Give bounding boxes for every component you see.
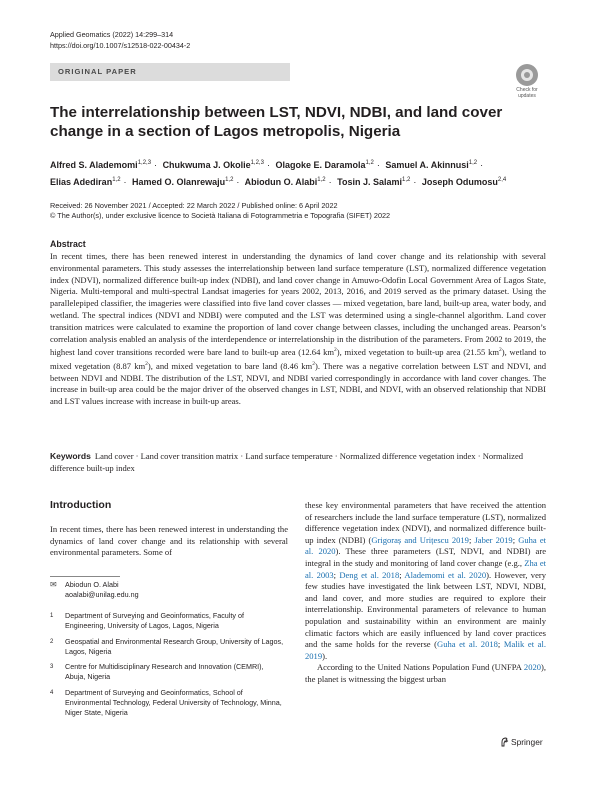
author-affiliation-ref: 1,2: [365, 160, 374, 166]
copyright-line: © The Author(s), under exclusive licence to Società Italiana di Fotogrammetria e Topografia (SIFET) 2022: [50, 211, 391, 220]
author-affiliation-ref: 1,2,3: [137, 160, 152, 166]
springer-horse-icon: [500, 737, 509, 749]
author-name: Elias Adediran: [50, 177, 113, 187]
author-name: Tosin J. Salami: [337, 177, 402, 187]
author-name: Olagoke E. Daramola: [275, 160, 366, 170]
abstract-body: In recent times, there has been renewed interest in understanding the dynamics of land cover change and its relationship with several environmental parameters. This study assesses the interrelationship between land surface temperature (LST), normalized difference vegetation index (NDVI), normalized difference built-up index (NDBI), and land cover change in Amuwo-Odofin Local Government Area of Lagos State, Nigeria. Multi-temporal and multi-spectral Landsat imageries for years 2002, 2013, 2016, and 2019 served as the primary dataset. Using the parallelepiped classifier, the imageries were classified into five land cover classes — mixed vegetation, bare land, built-up area, water body, and wetland. The spectral indices (NDVI and NDBI) were computed and the LST was determined using a single-channel algorithm. Land cover transition matrices were calculated to examine the proportion of land cover change between classes, including the unchanged areas. Pearson’s correlation analysis enabled an analysis of the interdependence or interrelationship in the distribution of the parameters. From 2002 to 2019, the highest land cover transitions recorded were bare land to built-up area (12.64 $km^2$), mixed vegetation to built-up area (21.55 $km^2$), wetland to mixed vegetation (8.87 $km^2$), and mixed vegetation to bare land (8.46 $km^2$). There was a negative correlation between LST and NDVI, and between NDVI and NDBI. The distribution of the LST, NDVI, and NDBI varied correspondingly in accordance with land cover changes. The increase in built-up area could be the major driver of the observed changes in LST, NDBI, and NDVI, with an observed relationship that NDBI and LST values increase with increase in built-up areas.: [50, 251, 546, 407]
publisher-logo: [500, 737, 543, 749]
keywords-text: Land cover · Land cover transition matrix · Land surface temperature · Normalized difference vegetation index · Normalized difference built-up index: [50, 451, 524, 473]
check-for-updates-badge[interactable]: [512, 64, 542, 98]
author-name: Alfred S. Alademomi: [50, 160, 138, 170]
citation-link[interactable]: Zha et al. 2003: [305, 557, 547, 580]
correspondence-email[interactable]: aoalabi@unilag.edu.ng: [65, 590, 139, 600]
citation-link[interactable]: Malik et al. 2019: [305, 639, 546, 661]
affiliations: [50, 611, 285, 724]
author-list: Alfred S. Alademomi$^{1,2,3}$ · Chukwuma J. Okolie$^{1,2,3}$ · Olagoke E. Daramola$^{1,2}$ · Samuel A. Akinnusi$^{1,2}$ · Elias Adediran$^{1,2}$ · Hamed O. Olanrewaju$^{1,2}$ · Abiodun O. Alabi$^{1,2}$ · Tosin J. Salami$^{1,2}$ · Joseph Odumosu$^{2,4}$: [50, 160, 507, 187]
citation-link[interactable]: Grigoraș and Urițescu 2019: [371, 534, 469, 545]
citation-link[interactable]: 2020: [523, 662, 542, 673]
author-affiliation-ref: 1,2,3: [250, 160, 264, 166]
intro-paragraph: these key environmental parameters that have received the attention of researchers include the land surface temperature (LST), normalized difference vegetation index (NDVI), and normalized difference built-up index (NDBI) (Grigoraș and Urițescu 2019; Jaber 2019; Guha et al. 2020). These three parameters (LST, NDVI, and NDBI) are integral in the study and monitoring of land cover change (e.g., Zha et al. 2003; Deng et al. 2018; Alademomi et al. 2020). However, very few studies have investigated the link between LST, NDVI, NDBI, and land cover, and more studies are required to explore their interrelationship. Environmental parameters of relevance to human population and sustainability within an environment are mainly climatic factors which are easily influenced by land cover practices and the same holds for the reverse (Guha et al. 2018; Malik et al. 2019).: [305, 500, 547, 661]
correspondence: [50, 580, 139, 600]
affiliation-item: 2 Geospatial and Environmental Research Group, University of Lagos, Lagos, Nigeria: [50, 636, 284, 656]
introduction-heading: Introduction: [50, 499, 112, 511]
author-affiliation-ref: 1,2: [317, 177, 326, 183]
journal-meta: [50, 30, 190, 51]
author-affiliation-ref: 1,2: [112, 177, 121, 183]
citation-link[interactable]: Guha et al. 2018: [437, 639, 498, 650]
journal-citation: Applied Geomatics (2022) 14:299–314: [50, 30, 174, 39]
check-for-updates-icon: [516, 64, 538, 86]
dates-line: Received: 26 November 2021 / Accepted: 22 March 2022 / Published online: 6 April 2022: [50, 201, 338, 210]
author-name: Samuel A. Akinnusi: [385, 160, 469, 170]
envelope-icon: ✉: [50, 580, 57, 589]
author-name: Hamed O. Olanrewaju: [132, 177, 226, 187]
article-type-band: ORIGINAL PAPER: [50, 63, 290, 81]
author-affiliation-ref: 1,2: [225, 177, 234, 183]
correspondence-name: Abiodun O. Alabi: [65, 580, 119, 589]
affiliation-item: 1 Department of Surveying and Geoinformatics, Faculty of Engineering, University of Lagos, Lagos, Nigeria: [50, 611, 244, 631]
badge-label: Check for updates: [516, 87, 538, 99]
intro-paragraph: According to the United Nations Population Fund (UNFPA 2020), the planet is witnessing the biggest urban: [305, 662, 546, 684]
affiliation-item: 3 Centre for Multidisciplinary Research and Innovation (CEMRI), Abuja, Nigeria: [50, 662, 264, 682]
publication-history: [50, 201, 390, 221]
abstract-heading: Abstract: [50, 239, 86, 249]
citation-link[interactable]: Deng et al. 2018: [339, 569, 400, 580]
introduction-left-column: [50, 524, 288, 559]
affiliation-item: 4 Department of Surveying and Geoinformatics, School of Environmental Technology, Federal University of Technology, Minna, Niger State, Nigeria: [50, 687, 282, 718]
footnote-divider: [50, 576, 120, 577]
intro-paragraph: In recent times, there has been renewed interest in understanding the dynamics of land cover change and its relationship with several environmental parameters. Some of: [50, 524, 288, 558]
citation-link[interactable]: Jaber 2019: [474, 534, 513, 545]
keywords-label: Keywords: [50, 451, 91, 461]
author-name: Joseph Odumosu: [421, 177, 498, 187]
author-affiliation-ref: 1,2: [401, 177, 411, 183]
doi-link[interactable]: https://doi.org/10.1007/s12518-022-00434-2: [50, 40, 191, 50]
introduction-right-column: [305, 500, 546, 686]
citation-link[interactable]: Guha et al. 2020: [305, 534, 546, 557]
paper-title: The interrelationship between LST, NDVI, NDBI, and land cover change in a section of Lagos metropolis, Nigeria: [50, 104, 503, 140]
author-name: Chukwuma J. Okolie: [162, 160, 251, 170]
publisher-name: Springer: [511, 737, 543, 748]
author-affiliation-ref: 1,2: [468, 160, 478, 166]
citation-link[interactable]: Alademomi et al. 2020: [404, 569, 487, 580]
keywords: [50, 451, 546, 475]
author-affiliation-ref: 2,4: [497, 177, 507, 183]
author-name: Abiodun O. Alabi: [244, 177, 318, 187]
